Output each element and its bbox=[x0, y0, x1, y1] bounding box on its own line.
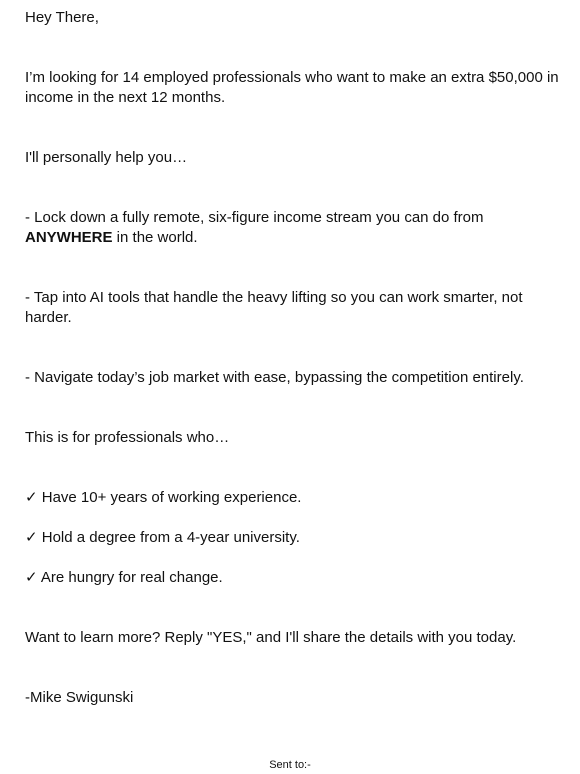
benefit-ai-tools: - Tap into AI tools that handle the heavy lifting so you can work smarter, not harder. bbox=[25, 289, 523, 326]
benefit-job-market: - Navigate today’s job market with ease, bypassing the competition entirely. bbox=[25, 369, 524, 386]
criterion-hungry: ✓ Are hungry for real change. bbox=[25, 569, 223, 586]
intro-paragraph: I’m looking for 14 employed professionals who want to make an extra $50,000 in income in the next 12 months. bbox=[25, 69, 559, 106]
criterion-experience: ✓ Have 10+ years of working experience. bbox=[25, 489, 302, 506]
sent-to-footer: Sent to:- bbox=[269, 759, 311, 771]
benefit-remote-income-ending: in the world. bbox=[112, 229, 198, 246]
audience-intro: This is for professionals who… bbox=[25, 429, 230, 446]
anywhere-emphasis: ANYWHERE bbox=[25, 229, 113, 246]
greeting: Hey There, bbox=[25, 9, 99, 26]
signature: -Mike Swigunski bbox=[25, 689, 134, 706]
help-intro: I'll personally help you… bbox=[25, 149, 188, 166]
email-body bbox=[25, 8, 560, 708]
benefit-remote-income-text: - Lock down a fully remote, six-figure income stream you can do from bbox=[25, 209, 484, 226]
call-to-action: Want to learn more? Reply "YES," and I'll share the details with you today. bbox=[25, 629, 517, 646]
benefit-remote-income bbox=[25, 208, 560, 248]
criterion-degree: ✓ Hold a degree from a 4-year university. bbox=[25, 529, 300, 546]
